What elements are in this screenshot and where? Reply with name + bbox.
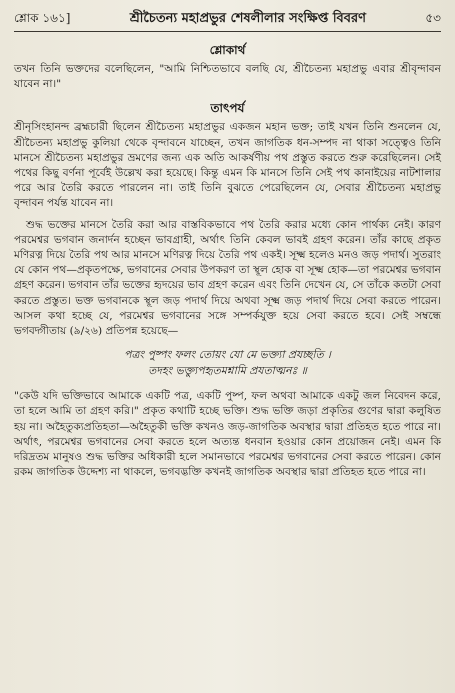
purport-paragraph-2: শুদ্ধ ভক্তের মানসে তৈরি করা আর বাস্তবিকভাবে পথ তৈরি করার মধ্যে কোন পার্থক্য নেই। কারণ পরমেশ্বর ভগবান জনার্দন হচ্ছেন ভাবগ্রাহী, অর্থাৎ তিনি কেবল ভাবই গ্রহণ করেন। তাঁর কাছে প্রকৃত মণিরত্ন দিয়ে তৈরি পথ আর মানসে মণিরত্ন দিয়ে তৈরি পথ একই। সূক্ষ্ম হলেও মনও জড় পদার্থ। সুতরাং যে কোন পথ—প্রকৃতপক্ষে, ভগবানের সেবার উপকরণ তা স্থূল হোক বা সূক্ষ্ম হোক—তা পরমেশ্বর ভগবান গ্রহণ করেন। ভগবান তাঁর ভক্তের হৃদয়ের ভাব গ্রহণ করেন এবং তিনি দেখেন যে, সে তাঁকে কতটা সেবা করতে প্রস্তুত। ভক্ত ভগবানকে স্থূল জড় পদার্থ দিয়ে অথবা সূক্ষ্ম জড় পদার্থ দিয়ে সেবা করতে পারেন। আসল কথা হচ্ছে যে, পরমেশ্বর ভগবানের সঙ্গে সম্পর্কযুক্ত হয়ে সেবা করতে হবে। সেই সম্বন্ধে ভগবদ্গীতায় (৯/২৬) প্রতিপন্ন হয়েছে— — [14, 218, 441, 338]
purport-closing-paragraph: "কেউ যদি ভক্তিভাবে আমাকে একটি পত্র, একটি পুষ্প, ফল অথবা আমাকে একটু জল নিবেদন করে, তা হলে আমি তা গ্রহণ করি।" প্রকৃত কথাটি হচ্ছে ভক্তি। শুদ্ধ ভক্তি জড়া প্রকৃতির গুণের দ্বারা কলুষিত হয় না। অহৈতুক্যপ্রতিহতা—অহৈতুকী ভক্তি কখনও জড়-জাগতিক অবস্থার দ্বারা প্রতিহত হতে পারে না। অর্থাৎ, পরমেশ্বর ভগবানের সেবা করতে হলে অত্যন্ত ধনবান হওয়ার কোন প্রয়োজন নেই। এমন কি দরিদ্রতম মানুষও শুদ্ধ ভক্তির অধিকারী হলে সমানভাবে পরমেশ্বর ভগবানের সেবা করতে পারেন। কোন রকম জাগতিক উদ্দেশ্য না থাকলে, ভগবদ্ভক্তি কখনই জাগতিক অবস্থার দ্বারা প্রতিহত হতে পারে না। — [14, 390, 441, 479]
purport-heading: তাৎপর্য — [210, 101, 245, 116]
verse-line-2: তদহং ভক্ত্যুপহৃতমশ্নামি প্রযতাত্মনঃ ॥ — [148, 364, 307, 378]
page-number: ৫৩ — [425, 11, 441, 25]
verse-line-1: পত্রং পুষ্পং ফলং তোয়ং যো মে ভক্ত্যা প্রযচ্ছতি । — [124, 348, 331, 362]
gita-verse — [14, 347, 441, 379]
purport-paragraph-1: শ্রীনৃসিংহানন্দ ব্রহ্মচারী ছিলেন শ্রীচৈতন্য মহাপ্রভুর একজন মহান ভক্ত; তাই যখন তিনি শুনলেন যে, শ্রীচৈতন্য মহাপ্রভু কুলিয়া থেকে বৃন্দাবনে যাচ্ছেন, তখন জাগতিক ধন-সম্পদ না থাকা সত্ত্বেও তিনি মানসে শ্রীচৈতন্য মহাপ্রভুর ভ্রমণের জন্য এক অতি আকর্ষণীয় পথ প্রস্তুত করতে শুরু করেছিলেন। সেই পথের কিছু বর্ণনা পূর্বেই উল্লেখ করা হয়েছে। কিন্তু এমন কি মানসে তিনি সেই পথ কানাইয়ের নাটশালার পরে আর তৈরি করতে পারলেন না। তাই তিনি বুঝতে পেরেছিলেন যে, সেবার শ্রীচৈতন্য মহাপ্রভু বৃন্দাবন পর্যন্ত যাবেন না। — [14, 121, 441, 210]
translation-heading: শ্লোকার্থ — [209, 43, 246, 57]
running-header — [14, 10, 441, 32]
chapter-title: শ্রীচৈতন্য মহাপ্রভুর শেষলীলার সংক্ষিপ্ত বিবরণ — [129, 11, 367, 26]
translation-text: তখন তিনি ভক্তদের বলেছিলেন, "আমি নিশ্চিতভাবে বলছি যে, শ্রীচৈতন্য মহাপ্রভু এবার শ্রীবৃন্দাবন যাবেন না।" — [14, 63, 441, 91]
verse-reference: শ্লোক ১৬১] — [14, 11, 71, 25]
